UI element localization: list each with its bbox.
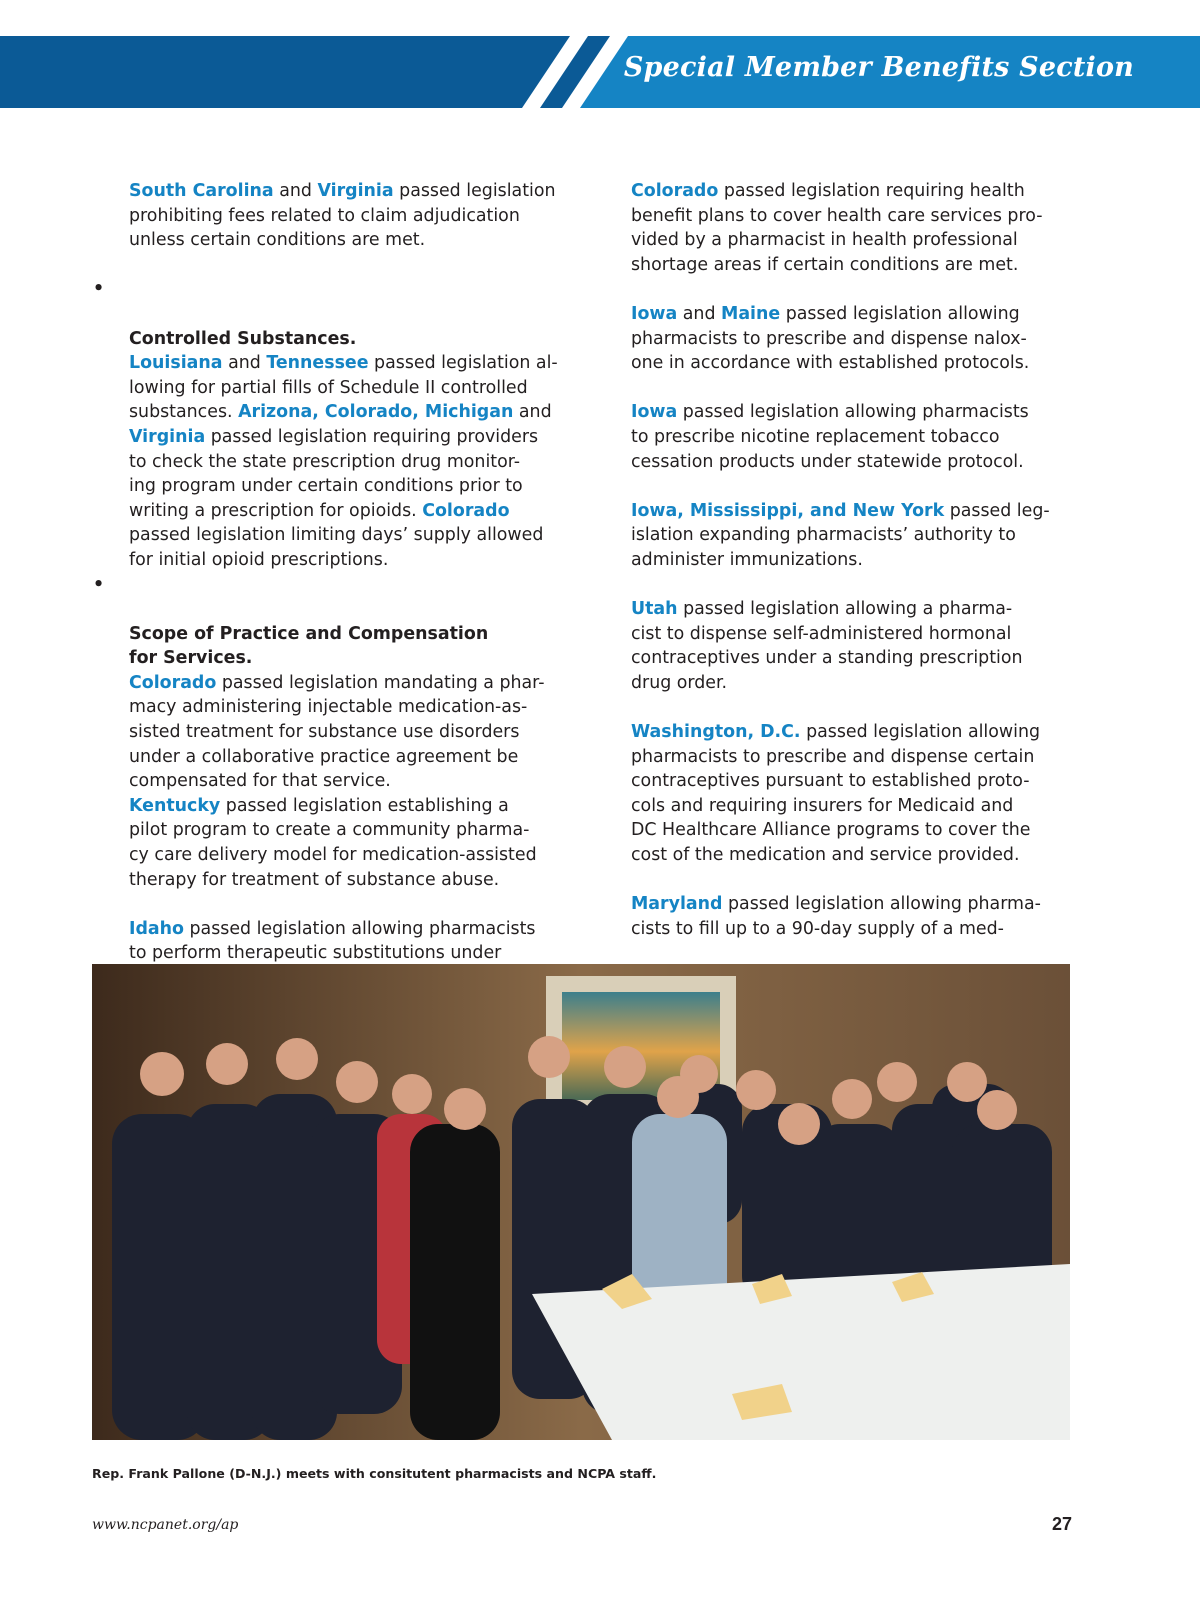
state-name: Utah	[631, 599, 678, 620]
bullet-scope-of-practice	[93, 573, 579, 794]
paragraph-text: and	[677, 303, 722, 324]
bullet-icon: •	[93, 279, 105, 300]
paragraph-text: passed legislation allowing pharmacists to perform therapeutic substitutions under	[129, 918, 536, 964]
state-name: Colorado	[129, 672, 217, 693]
paragraph-text: passed leg- islation expanding pharmacists’ authority to administer immunizations.	[631, 500, 1050, 570]
state-name: Kentucky	[129, 795, 221, 816]
paragraph-washington-dc	[631, 720, 1071, 868]
bullet-controlled-substances	[93, 277, 579, 572]
state-name: Iowa, Mississippi, and New York	[631, 500, 945, 521]
section-header-band	[0, 36, 1200, 108]
paragraph-iowa-mississippi-new-york	[631, 499, 1071, 573]
paragraph-text: and	[222, 353, 267, 374]
paragraph-text: and	[518, 402, 552, 423]
bullet-heading: Scope of Practice and Compensation for Services.	[129, 623, 489, 669]
left-column	[93, 179, 579, 1015]
bullet-icon: •	[93, 574, 105, 595]
state-name: Maine	[721, 303, 781, 324]
paragraph-iowa-maine	[631, 302, 1071, 376]
state-name: Virginia	[317, 181, 394, 201]
footer-url: www.ncpanet.org/ap	[92, 1517, 239, 1533]
state-name: Iowa	[631, 402, 678, 423]
paragraph-text: passed legislation requiring health benefit plans to cover health care services pro- vided by a pharmacist in health professional shortage areas if certain conditions are met.	[631, 181, 1043, 275]
state-name: Colorado	[422, 500, 510, 521]
page-number: 27	[1051, 1514, 1072, 1534]
paragraph-colorado	[631, 179, 1071, 277]
bullet-heading: Controlled Substances.	[129, 328, 357, 349]
paragraph-claim-fees	[129, 179, 579, 253]
state-name: Louisiana	[129, 353, 223, 374]
photo-caption: Rep. Frank Pallone (D-N.J.) meets with consitutent pharmacists and NCPA staff.	[92, 1466, 657, 1481]
state-name: Maryland	[631, 894, 723, 915]
section-title: Special Member Benefits Section	[623, 52, 1134, 83]
state-name: Tennessee	[266, 353, 369, 374]
paragraph-text: passed legislation allowing pharmacists to prescribe and dispense nalox- one in accordance with established protocols.	[631, 303, 1030, 374]
paragraph-text: passed legislation allowing pharmacists to prescribe nicotine replacement tobacco cessation products under statewide protocol.	[631, 402, 1029, 472]
group-photo	[92, 964, 1070, 1440]
group-photo-illustration	[92, 964, 1070, 1440]
state-name: Washington, D.C.	[631, 722, 801, 743]
paragraph-text: passed legislation allowing pharma- cists to fill up to a 90-day supply of a med-	[631, 894, 1041, 939]
state-name: Colorado	[631, 181, 719, 201]
state-name: Idaho	[129, 918, 184, 939]
paragraph-text: passed legislation al- lowing for partial fills of Schedule II controlled substances.	[129, 353, 558, 423]
right-column	[631, 179, 1071, 966]
state-name: Virginia	[129, 426, 206, 447]
paragraph-text: passed legislation mandating a phar- macy administering injectable medication-as- sisted treatment for substance use disorders under a collaborative practice agreement be compensated for that service.	[129, 672, 545, 792]
paragraph-text: passed legislation limiting days’ supply allowed for initial opioid prescriptions.	[129, 525, 544, 570]
header-dark-block	[0, 36, 570, 108]
paragraph-text: passed legislation prohibiting fees related to claim adjudication unless certain conditions are met.	[129, 181, 556, 251]
paragraph-text: passed legislation establishing a pilot program to create a community pharma- cy care delivery model for medication-assisted therapy for treatment of substance abuse.	[129, 795, 537, 890]
paragraph-maryland	[631, 892, 1071, 941]
paragraph-iowa	[631, 400, 1071, 474]
paragraph-text: passed legislation allowing pharmacists to prescribe and dispense certain contraceptives pursuant to established proto- cols and requiring insurers for Medicaid and DC Healthcare Alliance programs to cover the cost of the medication and service provided.	[631, 722, 1041, 866]
paragraph-utah	[631, 597, 1071, 695]
paragraph-kentucky	[129, 794, 579, 892]
paragraph-text: and	[273, 181, 318, 201]
paragraph-text: passed legislation allowing a pharma- cist to dispense self-administered hormonal contraceptives under a standing prescription drug order.	[631, 599, 1023, 693]
paragraph-text: passed legislation requiring providers to check the state prescription drug monitor- ing program under certain conditions prior to writing a prescription for opioids.	[129, 426, 539, 521]
state-name: Iowa	[631, 303, 678, 324]
state-name: South Carolina	[129, 181, 274, 201]
state-name: Arizona, Colorado, Michigan	[238, 402, 514, 423]
